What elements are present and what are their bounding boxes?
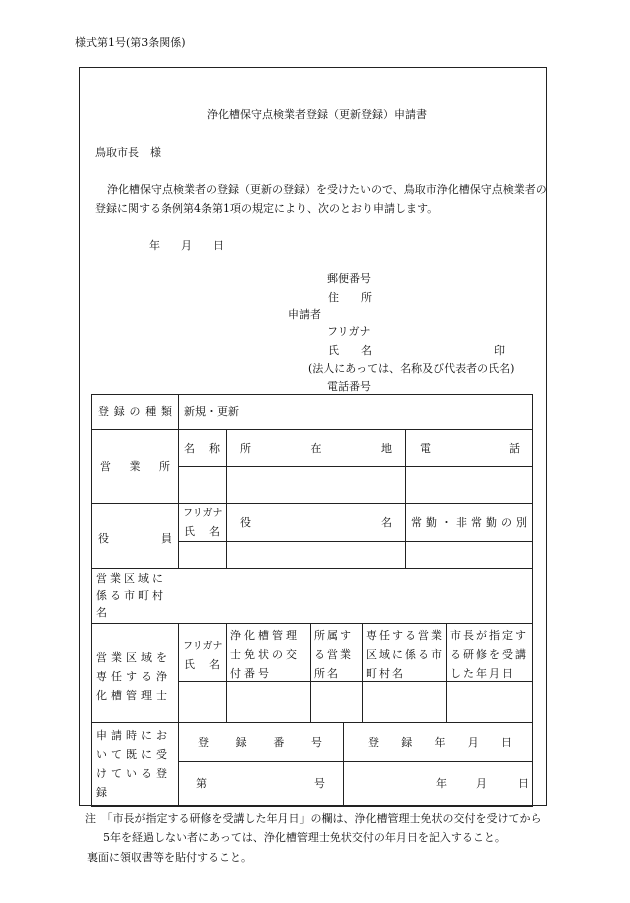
- applicant-label: 申請者: [288, 308, 321, 321]
- officer-status-label: 常 勤 ・ 非 常 勤 の 別: [411, 516, 527, 529]
- kind-label: 登 録 の 種 類: [98, 405, 172, 418]
- applicant-seal: 印: [494, 344, 505, 357]
- table-rule: [405, 429, 406, 503]
- officer-label: 役 員: [98, 532, 172, 545]
- table-rule: [91, 429, 533, 430]
- form-id: 様式第1号(第3条関係): [75, 36, 186, 49]
- manager-office-label: 所属する営業所名: [314, 629, 353, 680]
- table-rule: [178, 623, 179, 806]
- table-rule: [178, 466, 533, 467]
- reg-day: 日: [518, 777, 529, 790]
- date-day: 日: [213, 239, 224, 252]
- kind-value: 新規・更新: [184, 405, 239, 418]
- body-line-2: 登録に関する条例第4条第1項の規定により、次のとおり申請します。: [95, 202, 439, 215]
- addressee: 鳥取市長 様: [95, 146, 161, 159]
- area-label: 営業区域に係る市町村名: [96, 572, 166, 619]
- reg-year: 年: [436, 777, 447, 790]
- table-rule: [91, 806, 533, 807]
- office-col-phone: 電 話: [420, 442, 520, 455]
- officer-name-label: 氏 名: [184, 525, 220, 538]
- manager-training-label: 市長が指定する研修を受講した年月日: [450, 629, 528, 680]
- applicant-address: 住 所: [328, 291, 372, 304]
- table-rule: [91, 623, 533, 624]
- applicant-corp-note: (法人にあっては、名称及び代表者の氏名): [308, 362, 515, 375]
- table-rule: [310, 623, 311, 722]
- table-rule: [91, 722, 533, 723]
- body-line-1: 浄化槽保守点検業者の登録（更新の登録）を受けたいので、鳥取市浄化槽保守点検業者の: [107, 183, 547, 196]
- applicant-phone: 電話番号: [327, 380, 371, 393]
- reg-month: 月: [476, 777, 487, 790]
- applicant-name: 氏 名: [328, 344, 372, 357]
- table-rule: [446, 623, 447, 722]
- officer-furigana: フリガナ: [183, 508, 223, 519]
- manager-name-label: 氏 名: [184, 658, 220, 671]
- reg-number-suffix: 号: [314, 777, 325, 790]
- table-rule: [91, 568, 533, 569]
- footer-note: 裏面に領収書等を貼付すること。: [87, 851, 252, 864]
- reg-number-prefix: 第: [196, 777, 207, 790]
- manager-furigana: フリガナ: [183, 641, 223, 652]
- date-year: 年: [149, 239, 160, 252]
- office-col-location: 所 在 地: [240, 442, 392, 455]
- officer-position-label: 役 名: [240, 516, 392, 529]
- applicant-postal: 郵便番号: [327, 272, 371, 285]
- manager-license-label: 浄化槽管理士免状の交付番号: [230, 629, 300, 680]
- table-rule: [91, 503, 533, 504]
- table-rule: [178, 541, 533, 542]
- note-line-2: 5年を経過しない者にあっては、浄化槽管理士免状交付の年月日を記入すること。: [103, 831, 506, 844]
- table-rule: [343, 722, 344, 806]
- note-line-1: 注 「市長が指定する研修を受講した年月日」の欄は、浄化槽管理士免状の交付を受けてから: [85, 812, 542, 825]
- office-label: 営 業 所: [100, 460, 170, 473]
- table-rule: [91, 394, 533, 395]
- existing-label: 申請時において既に受けている登録: [96, 729, 171, 799]
- manager-area-label: 専任する営業区域に係る市町村名: [366, 629, 444, 680]
- reg-number-label: 登 録 番 号: [198, 736, 322, 749]
- applicant-furigana: フリガナ: [327, 325, 371, 338]
- table-rule: [178, 394, 179, 568]
- table-rule: [226, 503, 227, 568]
- form-title: 浄化槽保守点検業者登録（更新登録）申請書: [207, 108, 427, 121]
- office-col-name: 名 称: [184, 442, 220, 455]
- table-rule: [226, 623, 227, 722]
- table-rule: [178, 761, 533, 762]
- reg-date-label: 登 録 年 月 日: [368, 736, 512, 749]
- table-rule: [532, 394, 533, 806]
- date-month: 月: [181, 239, 192, 252]
- table-rule: [226, 429, 227, 503]
- table-rule: [91, 394, 92, 806]
- table-rule: [405, 503, 406, 568]
- table-rule: [362, 623, 363, 722]
- manager-label: 営業区域を専任する浄化槽管理士: [96, 651, 171, 702]
